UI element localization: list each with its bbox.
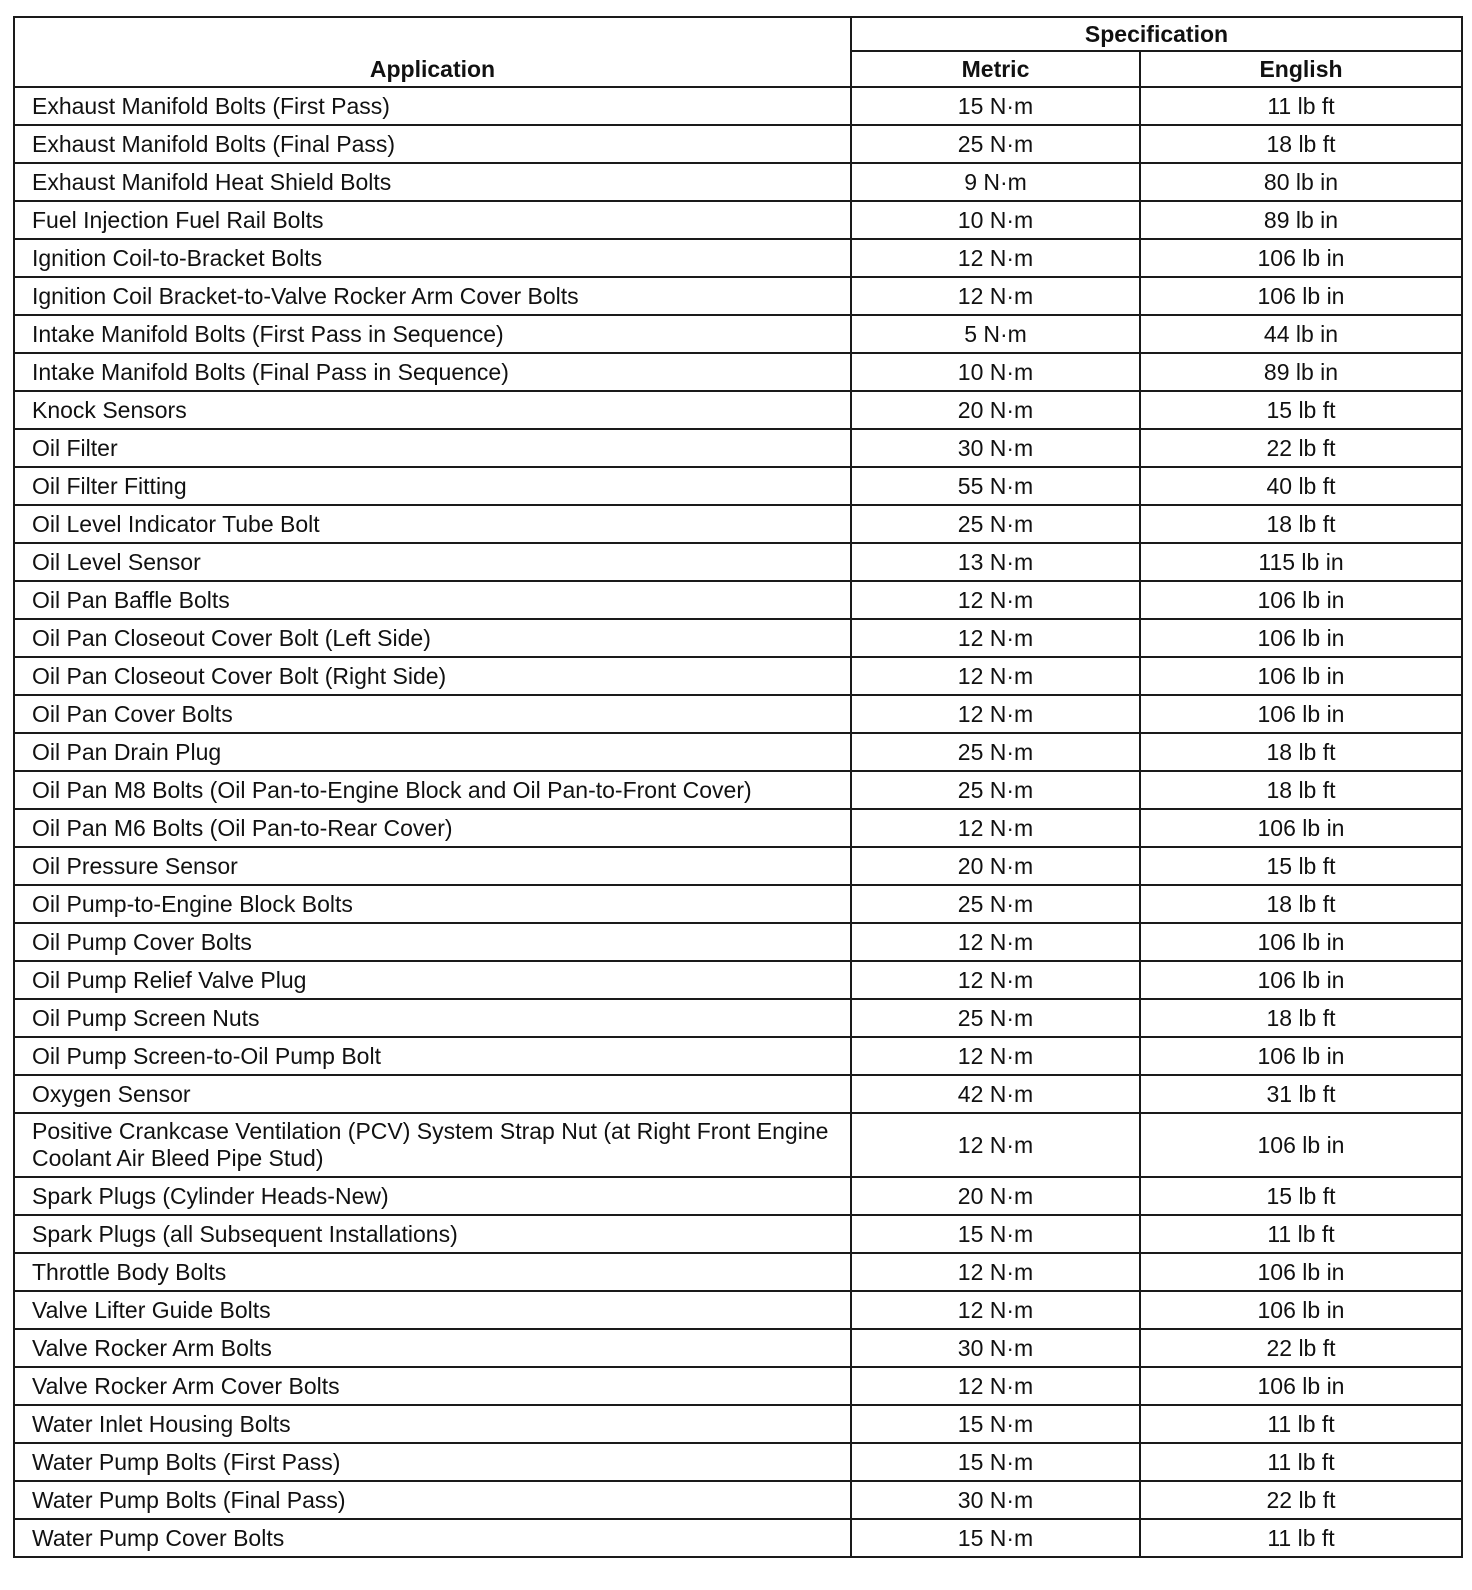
application-cell: Oil Pump Screen Nuts <box>14 999 851 1037</box>
english-cell: 18 lb ft <box>1140 771 1462 809</box>
metric-cell: 20 N·m <box>851 391 1140 429</box>
metric-cell: 55 N·m <box>851 467 1140 505</box>
metric-cell: 12 N·m <box>851 1291 1140 1329</box>
english-cell: 18 lb ft <box>1140 885 1462 923</box>
table-row <box>14 581 1462 619</box>
metric-cell: 12 N·m <box>851 809 1140 847</box>
application-cell: Intake Manifold Bolts (Final Pass in Sequence) <box>14 353 851 391</box>
metric-cell: 30 N·m <box>851 429 1140 467</box>
metric-cell: 25 N·m <box>851 999 1140 1037</box>
metric-cell: 15 N·m <box>851 87 1140 125</box>
metric-cell: 13 N·m <box>851 543 1140 581</box>
application-cell: Oil Pressure Sensor <box>14 847 851 885</box>
application-cell: Oil Filter <box>14 429 851 467</box>
table-row <box>14 277 1462 315</box>
table-row <box>14 1519 1462 1557</box>
application-cell: Oil Pump Relief Valve Plug <box>14 961 851 999</box>
english-cell: 106 lb in <box>1140 1291 1462 1329</box>
table-row <box>14 315 1462 353</box>
table-row <box>14 505 1462 543</box>
application-cell: Oil Level Indicator Tube Bolt <box>14 505 851 543</box>
table-row <box>14 429 1462 467</box>
table-row <box>14 239 1462 277</box>
application-cell: Oil Filter Fitting <box>14 467 851 505</box>
english-cell: 15 lb ft <box>1140 1177 1462 1215</box>
table-row <box>14 391 1462 429</box>
table-row <box>14 771 1462 809</box>
metric-cell: 15 N·m <box>851 1519 1140 1557</box>
application-cell: Oil Pump Screen-to-Oil Pump Bolt <box>14 1037 851 1075</box>
english-cell: 80 lb in <box>1140 163 1462 201</box>
metric-cell: 12 N·m <box>851 1253 1140 1291</box>
metric-cell: 12 N·m <box>851 1367 1140 1405</box>
application-cell: Knock Sensors <box>14 391 851 429</box>
table-row <box>14 619 1462 657</box>
table-row <box>14 467 1462 505</box>
metric-cell: 25 N·m <box>851 505 1140 543</box>
metric-cell: 42 N·m <box>851 1075 1140 1113</box>
application-cell: Positive Crankcase Ventilation (PCV) System Strap Nut (at Right Front Engine Coolant Air Bleed Pipe Stud) <box>14 1113 851 1177</box>
table-row <box>14 1443 1462 1481</box>
english-cell: 11 lb ft <box>1140 87 1462 125</box>
application-cell: Valve Lifter Guide Bolts <box>14 1291 851 1329</box>
table-row <box>14 1329 1462 1367</box>
application-cell: Oil Level Sensor <box>14 543 851 581</box>
metric-cell: 5 N·m <box>851 315 1140 353</box>
table-row <box>14 847 1462 885</box>
metric-header: Metric <box>851 51 1140 87</box>
metric-cell: 15 N·m <box>851 1443 1140 1481</box>
specification-header: Specification <box>851 17 1462 51</box>
english-cell: 106 lb in <box>1140 1367 1462 1405</box>
metric-cell: 12 N·m <box>851 277 1140 315</box>
english-cell: 11 lb ft <box>1140 1519 1462 1557</box>
english-cell: 11 lb ft <box>1140 1405 1462 1443</box>
application-cell: Oil Pan Baffle Bolts <box>14 581 851 619</box>
table-row <box>14 1177 1462 1215</box>
table-row <box>14 1215 1462 1253</box>
application-cell: Exhaust Manifold Bolts (Final Pass) <box>14 125 851 163</box>
metric-cell: 25 N·m <box>851 771 1140 809</box>
application-cell: Water Pump Bolts (Final Pass) <box>14 1481 851 1519</box>
table-row <box>14 1481 1462 1519</box>
english-cell: 15 lb ft <box>1140 847 1462 885</box>
english-cell: 106 lb in <box>1140 619 1462 657</box>
application-cell: Oil Pan Closeout Cover Bolt (Left Side) <box>14 619 851 657</box>
application-cell: Water Pump Bolts (First Pass) <box>14 1443 851 1481</box>
english-cell: 18 lb ft <box>1140 733 1462 771</box>
english-cell: 89 lb in <box>1140 353 1462 391</box>
metric-cell: 25 N·m <box>851 885 1140 923</box>
english-header: English <box>1140 51 1462 87</box>
english-cell: 22 lb ft <box>1140 429 1462 467</box>
metric-cell: 10 N·m <box>851 201 1140 239</box>
table-row <box>14 1405 1462 1443</box>
application-cell: Oil Pump-to-Engine Block Bolts <box>14 885 851 923</box>
metric-cell: 12 N·m <box>851 923 1140 961</box>
metric-cell: 12 N·m <box>851 961 1140 999</box>
table-row <box>14 1367 1462 1405</box>
english-cell: 106 lb in <box>1140 239 1462 277</box>
table-row <box>14 809 1462 847</box>
metric-cell: 15 N·m <box>851 1215 1140 1253</box>
metric-cell: 9 N·m <box>851 163 1140 201</box>
application-cell: Exhaust Manifold Bolts (First Pass) <box>14 87 851 125</box>
application-cell: Oil Pan M8 Bolts (Oil Pan-to-Engine Block and Oil Pan-to-Front Cover) <box>14 771 851 809</box>
english-cell: 106 lb in <box>1140 695 1462 733</box>
english-cell: 11 lb ft <box>1140 1443 1462 1481</box>
table-row <box>14 201 1462 239</box>
application-cell: Water Inlet Housing Bolts <box>14 1405 851 1443</box>
metric-cell: 10 N·m <box>851 353 1140 391</box>
application-cell: Ignition Coil-to-Bracket Bolts <box>14 239 851 277</box>
application-cell: Oxygen Sensor <box>14 1075 851 1113</box>
english-cell: 18 lb ft <box>1140 999 1462 1037</box>
table-row <box>14 695 1462 733</box>
table-row <box>14 1291 1462 1329</box>
metric-cell: 30 N·m <box>851 1329 1140 1367</box>
metric-cell: 25 N·m <box>851 125 1140 163</box>
table-row <box>14 1075 1462 1113</box>
application-cell: Exhaust Manifold Heat Shield Bolts <box>14 163 851 201</box>
english-cell: 106 lb in <box>1140 277 1462 315</box>
metric-cell: 12 N·m <box>851 581 1140 619</box>
application-cell: Valve Rocker Arm Cover Bolts <box>14 1367 851 1405</box>
table-row <box>14 657 1462 695</box>
metric-cell: 25 N·m <box>851 733 1140 771</box>
table-row <box>14 1253 1462 1291</box>
english-cell: 106 lb in <box>1140 961 1462 999</box>
english-cell: 44 lb in <box>1140 315 1462 353</box>
english-cell: 31 lb ft <box>1140 1075 1462 1113</box>
table-row <box>14 923 1462 961</box>
table-row <box>14 543 1462 581</box>
application-cell: Throttle Body Bolts <box>14 1253 851 1291</box>
metric-cell: 12 N·m <box>851 695 1140 733</box>
english-cell: 115 lb in <box>1140 543 1462 581</box>
english-cell: 106 lb in <box>1140 1113 1462 1177</box>
application-cell: Oil Pan Drain Plug <box>14 733 851 771</box>
metric-cell: 12 N·m <box>851 1113 1140 1177</box>
english-cell: 15 lb ft <box>1140 391 1462 429</box>
english-cell: 40 lb ft <box>1140 467 1462 505</box>
english-cell: 106 lb in <box>1140 1037 1462 1075</box>
application-header: Application <box>14 17 851 87</box>
metric-cell: 20 N·m <box>851 1177 1140 1215</box>
english-cell: 106 lb in <box>1140 581 1462 619</box>
application-cell: Oil Pan Cover Bolts <box>14 695 851 733</box>
table-header <box>14 17 1462 87</box>
table-row <box>14 125 1462 163</box>
table-row <box>14 733 1462 771</box>
english-cell: 106 lb in <box>1140 657 1462 695</box>
table-body <box>14 87 1462 1557</box>
application-cell: Spark Plugs (Cylinder Heads-New) <box>14 1177 851 1215</box>
english-cell: 18 lb ft <box>1140 125 1462 163</box>
application-cell: Oil Pan M6 Bolts (Oil Pan-to-Rear Cover) <box>14 809 851 847</box>
english-cell: 89 lb in <box>1140 201 1462 239</box>
application-cell: Ignition Coil Bracket-to-Valve Rocker Arm Cover Bolts <box>14 277 851 315</box>
table-row <box>14 353 1462 391</box>
metric-cell: 12 N·m <box>851 657 1140 695</box>
english-cell: 18 lb ft <box>1140 505 1462 543</box>
application-cell: Oil Pan Closeout Cover Bolt (Right Side) <box>14 657 851 695</box>
metric-cell: 12 N·m <box>851 239 1140 277</box>
application-cell: Oil Pump Cover Bolts <box>14 923 851 961</box>
table-row <box>14 999 1462 1037</box>
english-cell: 106 lb in <box>1140 809 1462 847</box>
table-row <box>14 87 1462 125</box>
metric-cell: 12 N·m <box>851 619 1140 657</box>
table-row <box>14 1113 1462 1177</box>
metric-cell: 30 N·m <box>851 1481 1140 1519</box>
application-cell: Fuel Injection Fuel Rail Bolts <box>14 201 851 239</box>
table-row <box>14 163 1462 201</box>
metric-cell: 15 N·m <box>851 1405 1140 1443</box>
application-cell: Water Pump Cover Bolts <box>14 1519 851 1557</box>
application-cell: Valve Rocker Arm Bolts <box>14 1329 851 1367</box>
application-cell: Intake Manifold Bolts (First Pass in Sequence) <box>14 315 851 353</box>
english-cell: 11 lb ft <box>1140 1215 1462 1253</box>
english-cell: 22 lb ft <box>1140 1329 1462 1367</box>
application-cell: Spark Plugs (all Subsequent Installations) <box>14 1215 851 1253</box>
english-cell: 106 lb in <box>1140 923 1462 961</box>
table-row <box>14 961 1462 999</box>
torque-spec-table <box>13 16 1463 1558</box>
english-cell: 22 lb ft <box>1140 1481 1462 1519</box>
table-row <box>14 1037 1462 1075</box>
metric-cell: 20 N·m <box>851 847 1140 885</box>
english-cell: 106 lb in <box>1140 1253 1462 1291</box>
table-row <box>14 885 1462 923</box>
metric-cell: 12 N·m <box>851 1037 1140 1075</box>
